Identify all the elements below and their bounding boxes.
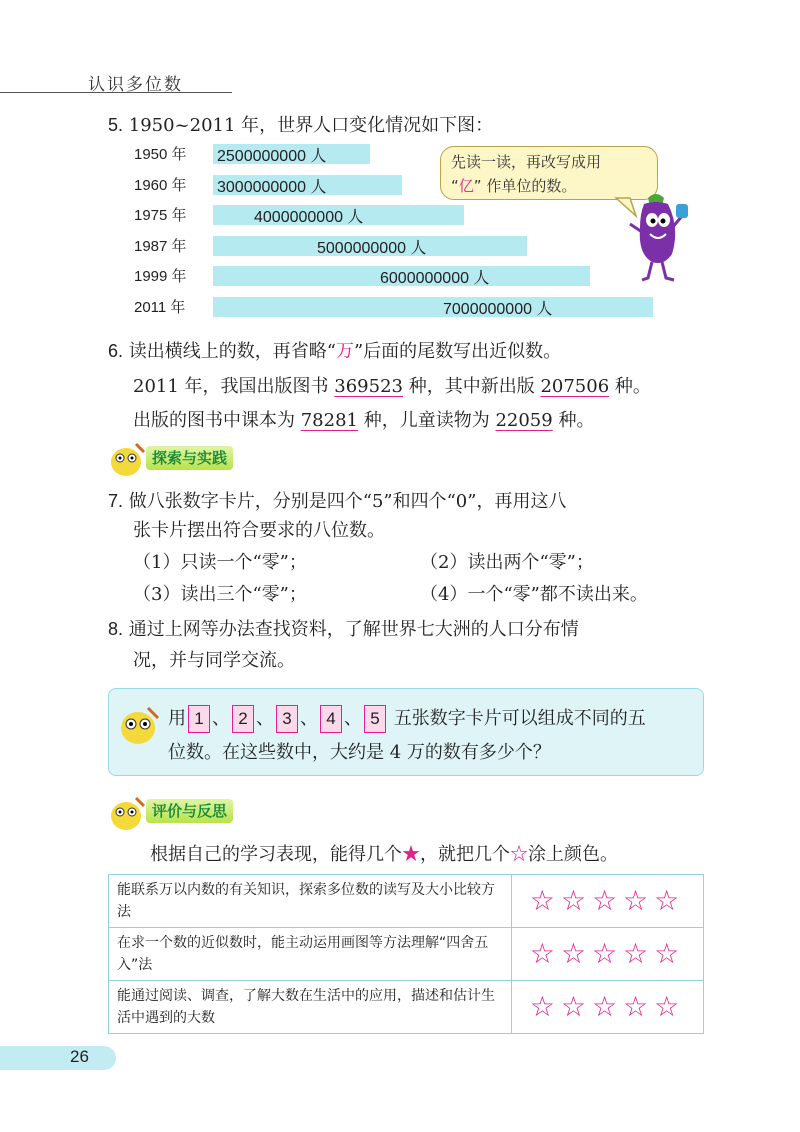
question-7-line-2: 张卡片摆出符合要求的八位数。 bbox=[133, 520, 385, 541]
criteria-cell: 能通过阅读、调查，了解大数在生活中的应用，描述和估计生活中遇到的大数 bbox=[109, 981, 512, 1034]
question-number: 7. bbox=[108, 491, 124, 511]
header-rule bbox=[0, 92, 232, 93]
star-rating[interactable]: ☆☆☆☆☆ bbox=[512, 981, 704, 1034]
section-evaluate-reflect bbox=[146, 800, 233, 826]
question-number: 6. bbox=[108, 341, 124, 361]
evaluation-table bbox=[108, 874, 704, 1034]
year-label: 2011 年 bbox=[134, 298, 186, 316]
eggplant-mascot-icon bbox=[618, 188, 694, 286]
question-5 bbox=[108, 110, 493, 141]
table-row bbox=[109, 875, 704, 928]
number-books-new: 207506 bbox=[540, 376, 610, 397]
unit-wan: 万 bbox=[335, 341, 354, 362]
year-label: 1950 年 bbox=[134, 146, 187, 163]
table-row bbox=[109, 928, 704, 981]
population-bar bbox=[213, 297, 653, 317]
page-tab bbox=[0, 1046, 116, 1070]
question-number: 5. bbox=[108, 115, 124, 135]
card-3: 3 bbox=[276, 705, 298, 733]
option-1: （1）只读一个“零”； bbox=[133, 552, 307, 573]
pencil-mascot-icon bbox=[106, 440, 148, 478]
year-label: 1975 年 bbox=[134, 207, 187, 224]
card-4: 4 bbox=[320, 705, 342, 733]
section-explore-practice bbox=[146, 447, 233, 473]
unit-yi: 亿 bbox=[458, 177, 474, 195]
question-6: 6. 读出横线上的数，再省略“万”后面的尾数写出近似数。 bbox=[108, 341, 562, 362]
year-label: 1999 年 bbox=[134, 268, 187, 285]
card-2: 2 bbox=[232, 705, 254, 733]
table-row bbox=[109, 981, 704, 1034]
year-label: 1987 年 bbox=[134, 237, 187, 255]
number-books-total: 369523 bbox=[334, 376, 403, 397]
criteria-cell: 能联系万以内数的有关知识，探索多位数的读写及大小比较方法 bbox=[109, 875, 512, 928]
empty-star-icon: ☆ bbox=[510, 844, 528, 865]
year-label: 1960 年 bbox=[134, 176, 187, 194]
star-rating[interactable]: ☆☆☆☆☆ bbox=[512, 928, 704, 981]
population-value-label: 2500000000 人 bbox=[217, 148, 327, 165]
evaluation-intro: 根据自己的学习表现，能得几个★，就把几个☆涂上颜色。 bbox=[150, 844, 618, 865]
chapter-title: 认识多位数 bbox=[88, 75, 183, 95]
card-1: 1 bbox=[188, 705, 210, 733]
question-8-line-2: 况，并与同学交流。 bbox=[133, 650, 295, 671]
criteria-cell: 在求一个数的近似数时，能主动运用画图等方法理解“四舍五入”法 bbox=[109, 928, 512, 981]
question-number: 8. bbox=[108, 619, 124, 639]
question-6-line-2: 2011 年，我国出版图书 369523 种，其中新出版 207506 种。 bbox=[133, 376, 651, 397]
thinking-mascot-icon bbox=[114, 700, 164, 750]
population-value-label: 7000000000 人 bbox=[443, 300, 553, 318]
bubble-line-1: 先读一读，再改写成用 bbox=[451, 153, 602, 171]
bubble-line-2: “亿” 作单位的数。 bbox=[451, 177, 577, 195]
filled-star-icon: ★ bbox=[402, 844, 420, 865]
option-2: （2）读出两个“零”； bbox=[420, 552, 594, 573]
population-value-label: 6000000000 人 bbox=[380, 270, 490, 287]
section-label: 评价与反思 bbox=[146, 799, 233, 823]
card-5: 5 bbox=[364, 705, 386, 733]
population-value-label: 3000000000 人 bbox=[217, 178, 327, 196]
page-number: 26 bbox=[70, 1047, 89, 1066]
population-value-label: 4000000000 人 bbox=[254, 209, 364, 226]
hint-line-1: 用 1 、 2 、 3 、 4 、 5 五张数字卡片可以组成不同的五 bbox=[168, 704, 698, 734]
question-6-line-3: 出版的图书中课本为 78281 种，儿童读物为 22059 种。 bbox=[133, 410, 595, 431]
option-3: （3）读出三个“零”； bbox=[133, 584, 307, 605]
question-7: 7. 做八张数字卡片，分别是四个“5”和四个“0”，再用这八 bbox=[108, 491, 567, 512]
option-4: （4）一个“零”都不读出来。 bbox=[420, 584, 648, 605]
section-label: 探索与实践 bbox=[146, 446, 233, 470]
number-textbooks: 78281 bbox=[300, 410, 358, 431]
population-value-label: 5000000000 人 bbox=[317, 239, 427, 257]
pencil-mascot-icon bbox=[106, 794, 148, 832]
question-8: 8. 通过上网等办法查找资料，了解世界七大洲的人口分布情 bbox=[108, 619, 579, 640]
star-rating[interactable]: ☆☆☆☆☆ bbox=[512, 875, 704, 928]
question-text: 1950~2011 年，世界人口变化情况如下图： bbox=[128, 115, 494, 136]
number-childrens-books: 22059 bbox=[495, 410, 553, 431]
hint-line-2: 位数。在这些数中，大约是 4 万的数有多少个？ bbox=[168, 742, 551, 763]
